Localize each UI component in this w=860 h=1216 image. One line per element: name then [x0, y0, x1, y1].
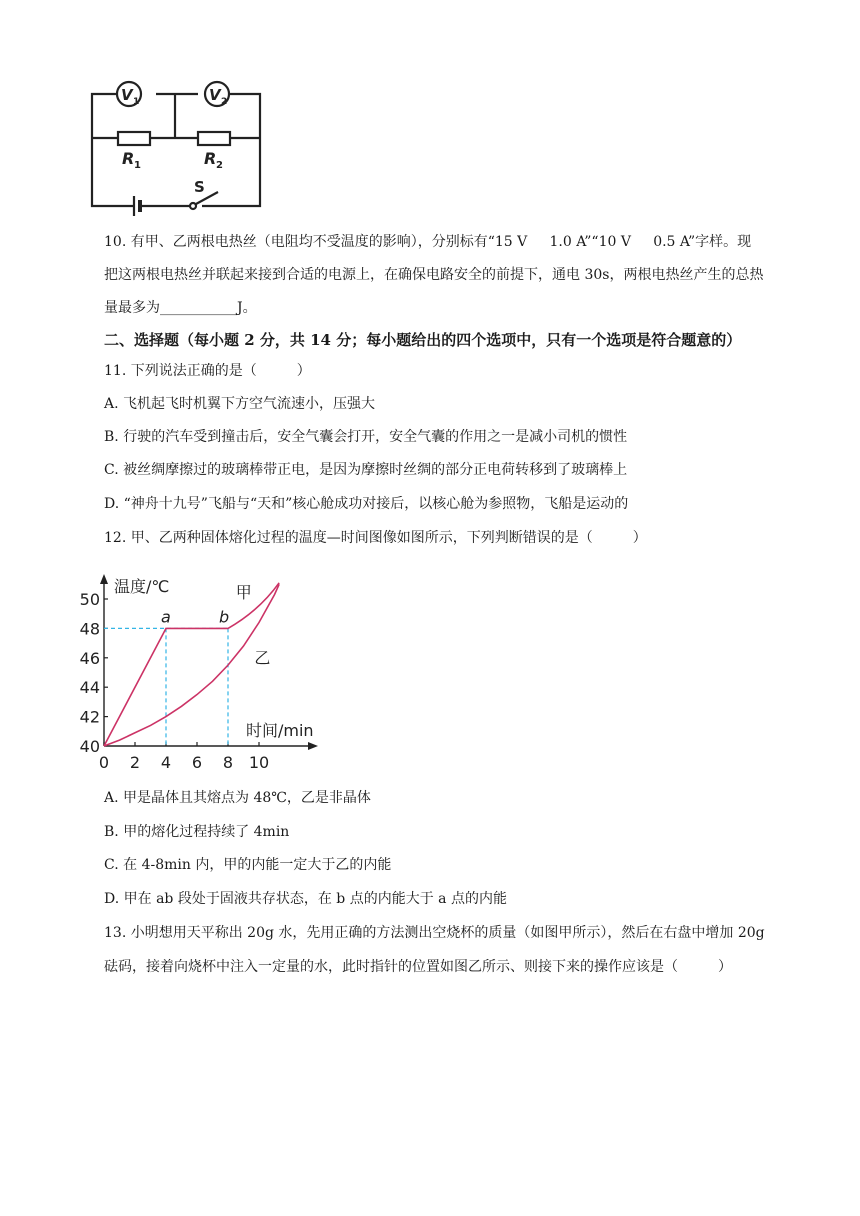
svg-text:2: 2: [221, 97, 228, 107]
q12-stem: 12. 甲、乙两种固体熔化过程的温度—时间图像如图所示，下列判断错误的是（ ）: [104, 530, 647, 546]
q11-option-b: B. 行驶的汽车受到撞击后，安全气囊会打开，安全气囊的作用之一是减小司机的惯性: [104, 429, 628, 445]
y-tick-label: 48: [79, 619, 100, 639]
x-tick-label: 4: [160, 753, 172, 772]
resistor-r2: [198, 132, 230, 145]
series-label-jia: 甲: [235, 583, 252, 602]
q10-line-3: 量最多为___________J。: [104, 300, 257, 316]
svg-text:1: 1: [133, 97, 140, 107]
v1-label: V: [121, 86, 133, 104]
series-label-yi: 乙: [254, 648, 271, 668]
q12-option-b: B. 甲的熔化过程持续了 4min: [104, 824, 290, 840]
q12-option-c: C. 在 4-8min 内，甲的内能一定大于乙的内能: [104, 857, 392, 873]
y-axis-arrow: [100, 574, 108, 584]
q11-stem: 11. 下列说法正确的是（ ）: [104, 363, 311, 379]
y-axis-label: 温度/℃: [114, 577, 170, 596]
x-tick-label: 8: [222, 753, 234, 772]
svg-text:2: 2: [216, 160, 223, 171]
temperature-time-chart: [76, 564, 336, 774]
q11-option-d: D. “神舟十九号”飞船与“天和”核心舱成功对接后，以核心舱为参照物，飞船是运动的: [104, 496, 629, 512]
q13-line-2: 砝码，接着向烧杯中注入一定量的水，此时指针的位置如图乙所示、则接下来的操作应该是（ ）: [104, 959, 733, 975]
x-tick-label: 10: [248, 753, 270, 772]
q11-option-a: A. 飞机起飞时机翼下方空气流速小，压强大: [104, 396, 376, 412]
resistor-r1: [118, 132, 150, 145]
y-tick-label: 42: [79, 707, 100, 727]
q13-line-1: 13. 小明想用天平称出 20g 水，先用正确的方法测出空烧杯的质量（如图甲所示），然后在右盘中增加 20g: [104, 925, 765, 941]
x-tick-label: 2: [129, 753, 141, 772]
y-tick-label: 46: [79, 648, 100, 668]
x-axis-label: 时间/min: [246, 721, 314, 740]
svg-text:1: 1: [134, 160, 141, 171]
x-tick-label: 0: [98, 753, 110, 772]
switch-label: S: [194, 178, 205, 196]
y-tick-label: 50: [79, 590, 100, 609]
section-2-title: 二、选择题（每小题 2 分，共 14 分；每小题给出的四个选项中，只有一个选项是符合题意的）: [104, 331, 742, 349]
switch-pivot: [190, 203, 196, 209]
point-label-b: b: [219, 607, 230, 627]
point-label-a: a: [161, 607, 171, 627]
x-axis-arrow: [308, 742, 318, 750]
q11-option-c: C. 被丝绸摩擦过的玻璃棒带正电，是因为摩擦时丝绸的部分正电荷转移到了玻璃棒上: [104, 462, 628, 478]
r1-label: R: [122, 149, 135, 168]
circuit-diagram: [84, 76, 264, 220]
q12-option-d: D. 甲在 ab 段处于固液共存状态，在 b 点的内能大于 a 点的内能: [104, 891, 507, 907]
y-tick-label: 44: [79, 678, 100, 698]
q10-line-1: 10. 有甲、乙两根电热丝（电阻均不受温度的影响），分别标有“15 V 1.0 A”“10 V 0.5 A”字样。现: [104, 234, 752, 250]
v2-label: V: [209, 86, 221, 104]
q10-line-2: 把这两根电热丝并联起来接到合适的电源上，在确保电路安全的前提下，通电 30s，两根电热丝产生的总热: [104, 267, 764, 283]
q12-option-a: A. 甲是晶体且其熔点为 48℃，乙是非晶体: [104, 790, 371, 806]
x-tick-label: 6: [191, 753, 203, 772]
r2-label: R: [204, 149, 217, 168]
y-tick-label: 40: [79, 737, 100, 756]
